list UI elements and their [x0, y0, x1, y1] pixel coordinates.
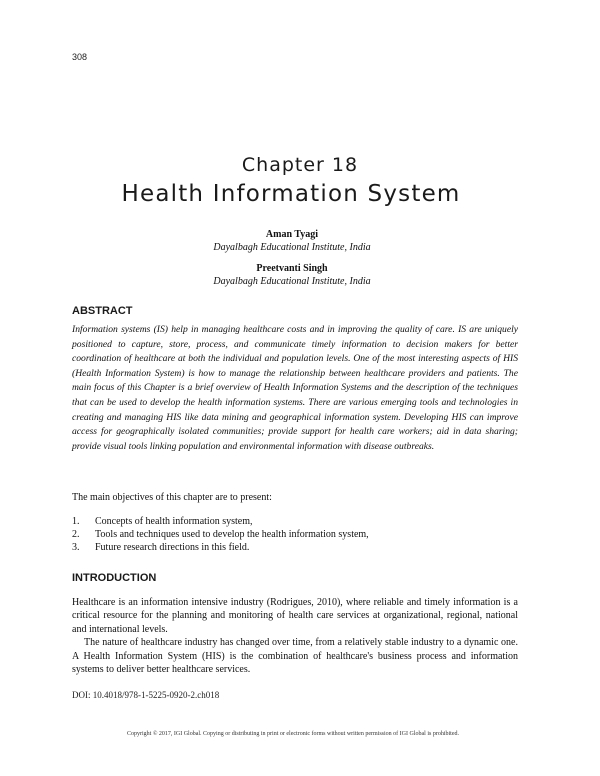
doi: DOI: 10.4018/978-1-5225-0920-2.ch018 [72, 690, 220, 700]
list-item-number: 1. [72, 516, 80, 527]
list-item-number: 3. [72, 542, 80, 554]
copyright-notice: Copyright © 2017, IGI Global. Copying or distributing in print or electronic forms without written permission of IGI Global is prohibited. [126, 731, 459, 737]
author-name: Aman Tyagi [265, 229, 319, 240]
list-item [72, 541, 518, 554]
objectives-intro: The main objectives of this chapter are to present: [72, 492, 272, 503]
list-item [72, 528, 518, 541]
list-item-text: Future research directions in this field. [95, 542, 250, 554]
author-name: Preetvanti Singh [256, 263, 328, 274]
abstract-text: Information systems (IS) help in managing healthcare costs and in improving the quality of care. IS are uniquely positioned to capture, store, process, and communicate timely information to decision makers for better coordination of healthcare at both the individual and population levels. One of the most interesting aspects of HIS (Health Information System) is how to manage the relationship between healthcare providers and patients. The main focus of this Chapter is a brief overview of Health Information Systems and the description of the techniques that can be used to develop the health information systems. There are various emerging tools and technologies in creating and managing HIS like data mining and geographical information system. Developing HIS can improve access for geographically isolated communities; provide support for health care workers; aid in data sharing; provide visual tools linking population and environmental information with disease outbreaks. [72, 324, 518, 452]
introduction-body [72, 596, 518, 676]
introduction-heading: INTRODUCTION [72, 572, 157, 584]
paragraph: The nature of healthcare industry has changed over time, from a relatively stable industry to a dynamic one. A Health Information System (HIS) is the combination of healthcare's business process and information systems to deliver better healthcare services. [72, 637, 518, 676]
objectives-list [72, 515, 518, 555]
list-item-number: 2. [72, 529, 80, 541]
author-block [0, 228, 584, 254]
author-block [0, 262, 584, 288]
list-item [72, 515, 518, 528]
abstract-heading: ABSTRACT [72, 305, 133, 317]
author-affiliation: Dayalbagh Educational Institute, India [213, 276, 371, 287]
list-item-text: Tools and techniques used to develop the health information system, [95, 529, 369, 541]
author-affiliation: Dayalbagh Educational Institute, India [213, 242, 371, 253]
chapter-title: Health Information System [121, 181, 461, 207]
list-item-text: Concepts of health information system, [95, 516, 253, 527]
paragraph: Healthcare is an information intensive industry (Rodrigues, 2010), where reliable and timely information is a critical resource for the planning and monitoring of health care services at organizational, regional, national and international levels. [72, 597, 518, 635]
page-number: 308 [72, 52, 88, 62]
chapter-label: Chapter 18 [241, 154, 359, 176]
